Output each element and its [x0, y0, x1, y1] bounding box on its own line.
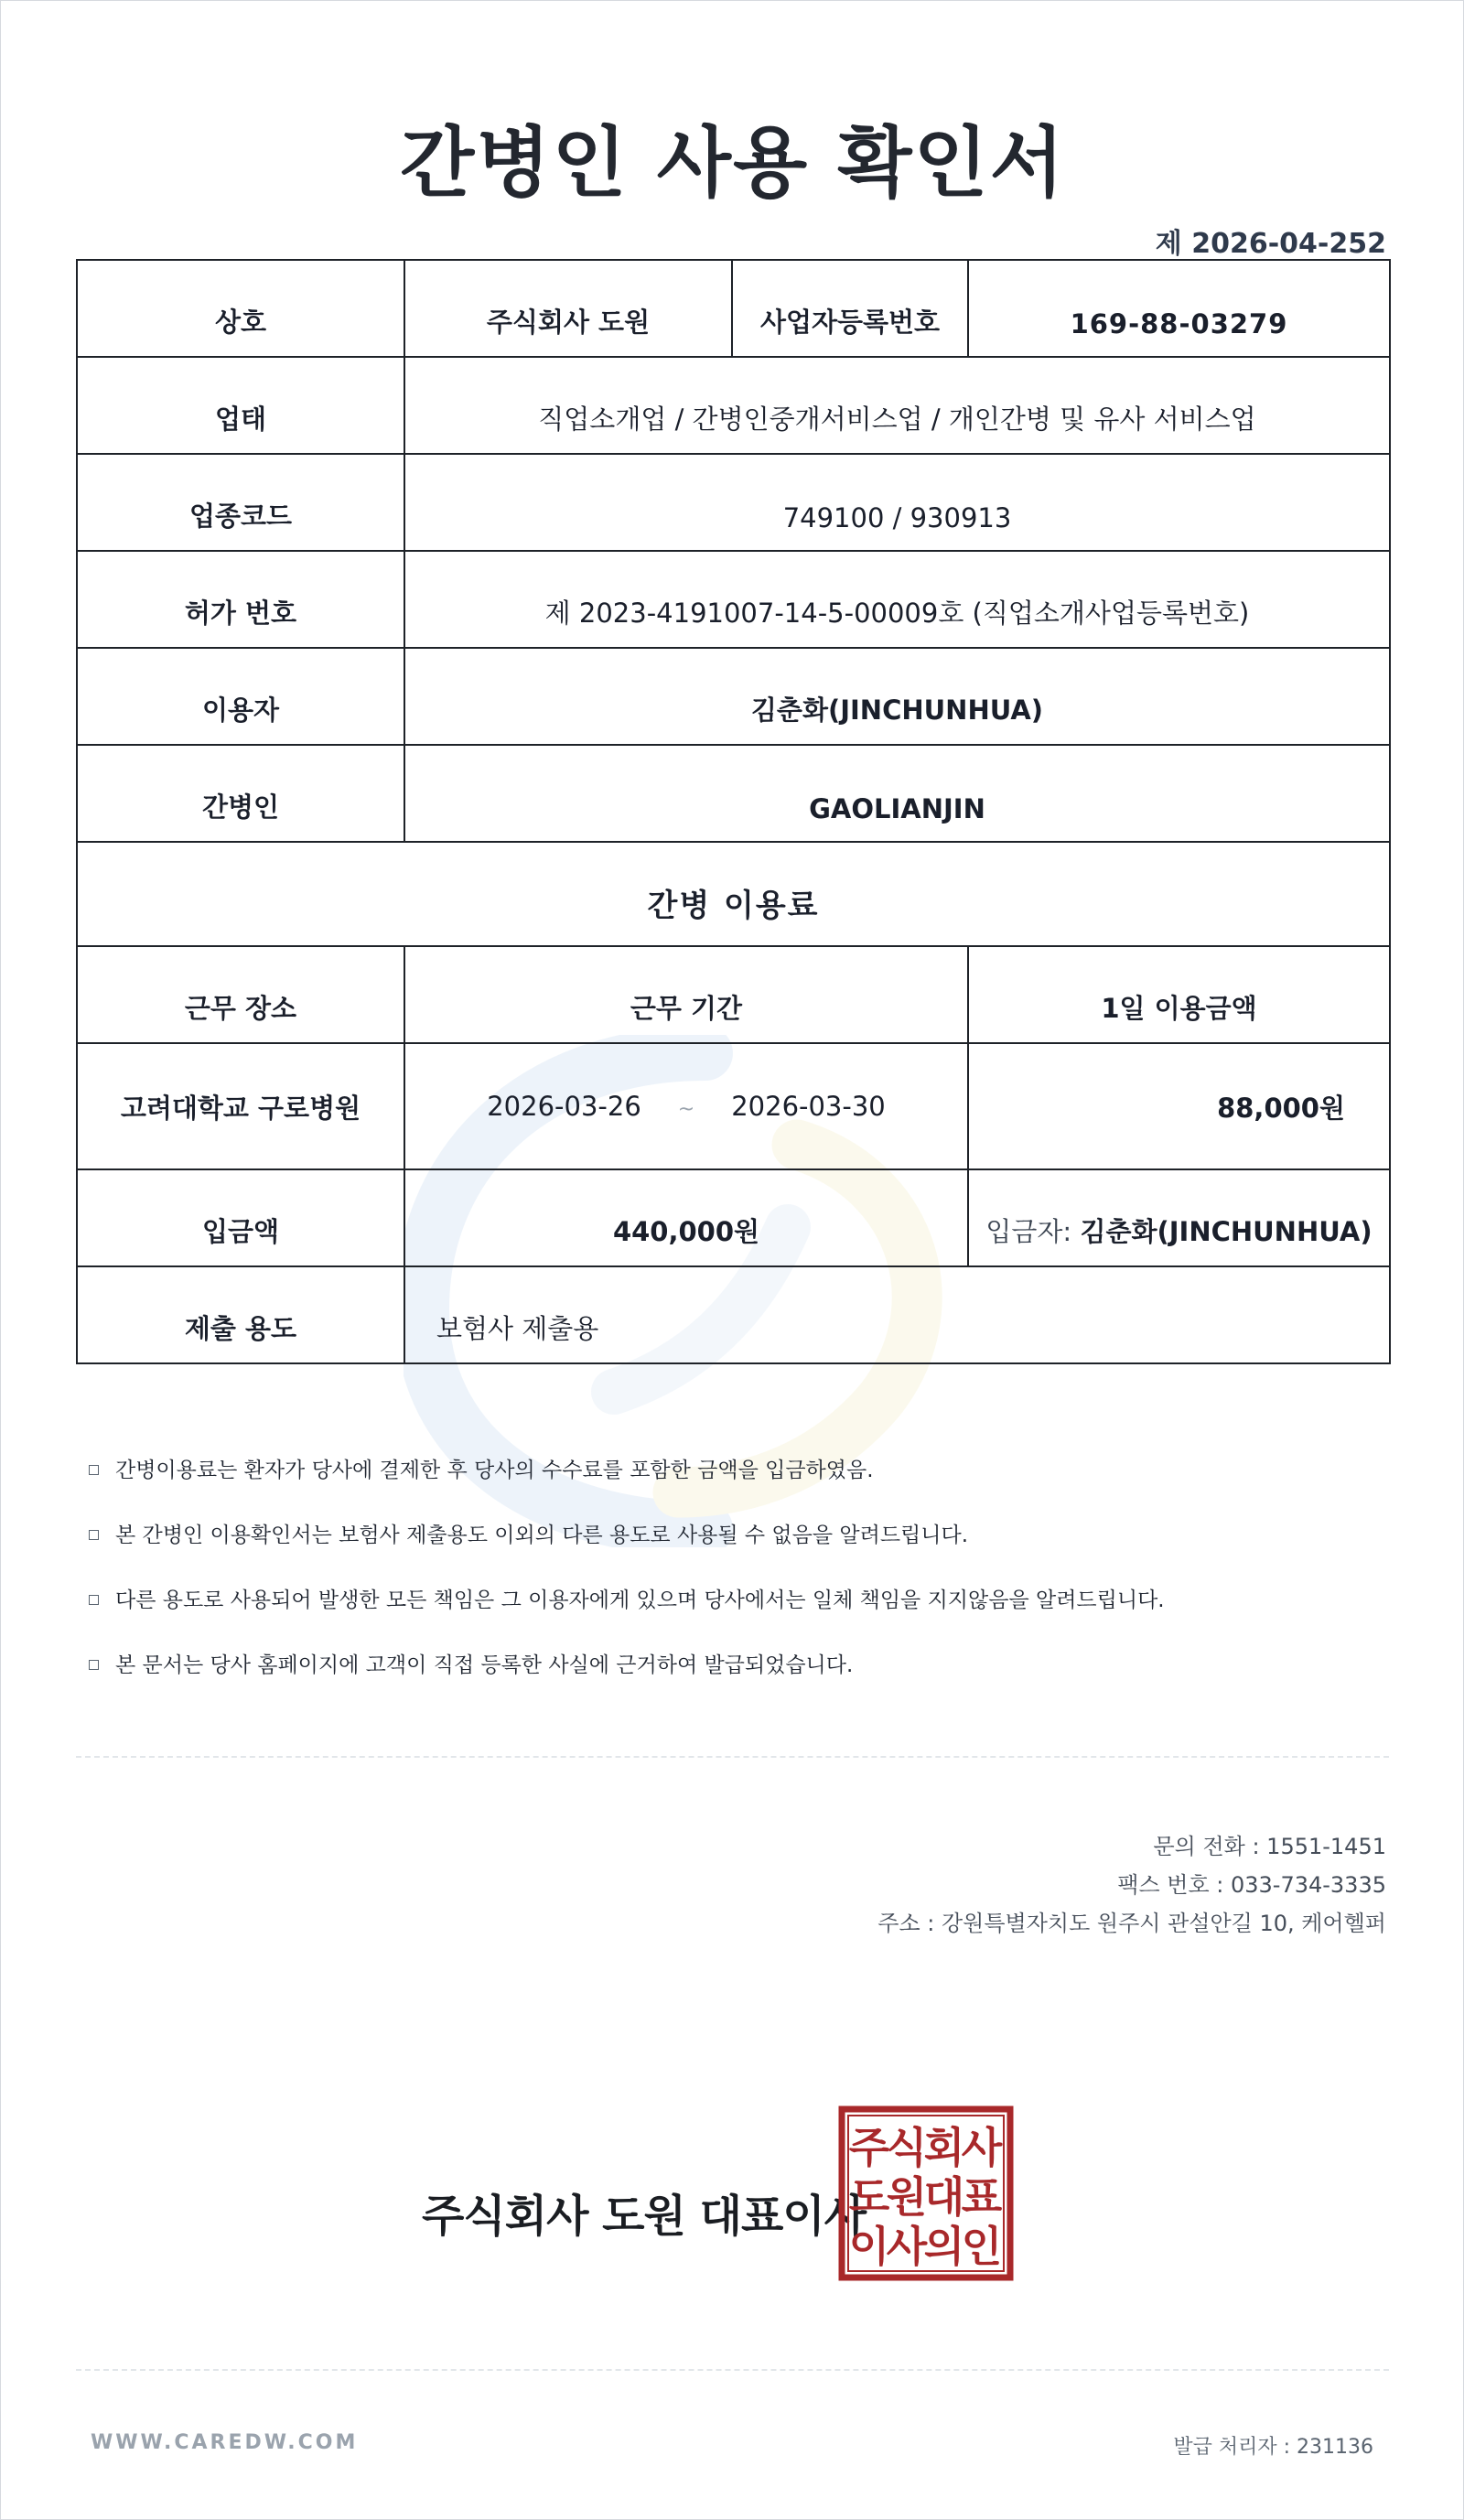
square-bullet-icon [89, 1595, 99, 1605]
payer-label: 입금자: [985, 1216, 1072, 1247]
purpose-value: 보험사 제출용 [404, 1266, 1390, 1363]
user-value: 김춘화(JINCHUNHUA) [404, 648, 1390, 745]
square-bullet-icon [89, 1465, 99, 1475]
issuer-id: 발급 처리자 : 231136 [1173, 2436, 1373, 2459]
contact-info [877, 1827, 1386, 1943]
period-end: 2026-03-30 [731, 1091, 886, 1122]
notice-list [89, 1438, 1370, 1697]
caregiver-label: 간병인 [77, 745, 404, 842]
row-deposit [77, 1169, 1390, 1266]
notice-item [89, 1438, 1370, 1502]
period-separator: ~ [677, 1098, 695, 1121]
company-name-label: 상호 [77, 260, 404, 357]
contact-address: 주소 : 강원특별자치도 원주시 관설안길 10, 케어헬퍼 [877, 1911, 1386, 1936]
industry-code-value: 749100 / 930913 [404, 454, 1390, 551]
row-business [77, 357, 1390, 454]
industry-code-label: 업종코드 [77, 454, 404, 551]
signer-name: 주식회사 도원 대표이사 [422, 2191, 867, 2242]
reg-number-label: 사업자등록번호 [732, 260, 968, 357]
website-link[interactable]: WWW.CAREDW.COM [91, 2431, 359, 2454]
row-caregiver [77, 745, 1390, 842]
notice-text: 본 간병인 이용확인서는 보험사 제출용도 이외의 다른 용도로 사용될 수 없음을 알려드립니다. [115, 1523, 969, 1547]
seal-glyph: 도 [848, 2172, 890, 2222]
seal-glyph: 의 [923, 2222, 965, 2271]
seal-glyph: 주 [848, 2123, 890, 2172]
work-period-header: 근무 기간 [404, 946, 968, 1043]
seal-glyph: 식 [886, 2123, 928, 2172]
footer-divider [76, 2369, 1389, 2371]
row-fee-header [77, 946, 1390, 1043]
license-number-label: 허가 번호 [77, 551, 404, 648]
row-fee-detail [77, 1043, 1390, 1169]
confirmation-table [76, 259, 1391, 1364]
user-label: 이용자 [77, 648, 404, 745]
daily-fee-value: 88,000원 [968, 1043, 1390, 1169]
work-place-header: 근무 장소 [77, 946, 404, 1043]
deposit-label: 입금액 [77, 1169, 404, 1266]
seal-glyph: 사 [886, 2222, 928, 2271]
license-number-value: 제 2023-4191007-14-5-00009호 (직업소개사업등록번호) [404, 551, 1390, 648]
company-seal-stamp [838, 2105, 1014, 2281]
notice-text: 간병이용료는 환자가 당사에 결제한 후 당사의 수수료를 포함한 금액을 입금하였음. [115, 1458, 874, 1482]
contact-phone: 문의 전화 : 1551-1451 [1153, 1834, 1386, 1859]
row-industry-code [77, 454, 1390, 551]
contact-fax: 팩스 번호 : 033-734-3335 [1117, 1872, 1386, 1898]
company-name-value: 주식회사 도원 [404, 260, 732, 357]
seal-glyph: 이 [848, 2222, 890, 2271]
daily-fee-header: 1일 이용금액 [968, 946, 1390, 1043]
document-number: 제 2026-04-252 [1155, 228, 1386, 260]
row-license [77, 551, 1390, 648]
business-type-label: 업태 [77, 357, 404, 454]
notice-item [89, 1502, 1370, 1567]
seal-glyph: 대 [923, 2172, 965, 2222]
notice-text: 다른 용도로 사용되어 발생한 모든 책임은 그 이용자에게 있으며 당사에서는 일체 책임을 지지않음을 알려드립니다. [115, 1588, 1165, 1612]
work-period-value [404, 1043, 968, 1169]
row-fee-section [77, 842, 1390, 946]
work-place-value: 고려대학교 구로병원 [77, 1043, 404, 1169]
purpose-label: 제출 용도 [77, 1266, 404, 1363]
seal-glyph: 회 [923, 2123, 965, 2172]
square-bullet-icon [89, 1530, 99, 1540]
reg-number-value: 169-88-03279 [968, 260, 1390, 357]
fee-section-title: 간병 이용료 [77, 842, 1390, 946]
document-title: 간병인 사용 확인서 [400, 118, 1066, 208]
notice-item [89, 1567, 1370, 1632]
square-bullet-icon [89, 1660, 99, 1670]
row-user [77, 648, 1390, 745]
seal-glyph: 인 [961, 2222, 1003, 2271]
divider [76, 1756, 1389, 1758]
seal-glyph: 표 [961, 2172, 1003, 2222]
seal-glyph: 사 [961, 2123, 1003, 2172]
row-purpose [77, 1266, 1390, 1363]
period-start: 2026-03-26 [487, 1091, 641, 1122]
notice-text: 본 문서는 당사 홈페이지에 고객이 직접 등록한 사실에 근거하여 발급되었습니다. [115, 1653, 854, 1677]
payer-cell [968, 1169, 1390, 1266]
notice-item [89, 1632, 1370, 1697]
row-company [77, 260, 1390, 357]
business-type-value: 직업소개업 / 간병인중개서비스업 / 개인간병 및 유사 서비스업 [404, 357, 1390, 454]
payer-value: 김춘화(JINCHUNHUA) [1080, 1216, 1372, 1247]
deposit-value: 440,000원 [404, 1169, 968, 1266]
seal-glyph: 원 [886, 2172, 928, 2222]
caregiver-value: GAOLIANJIN [404, 745, 1390, 842]
